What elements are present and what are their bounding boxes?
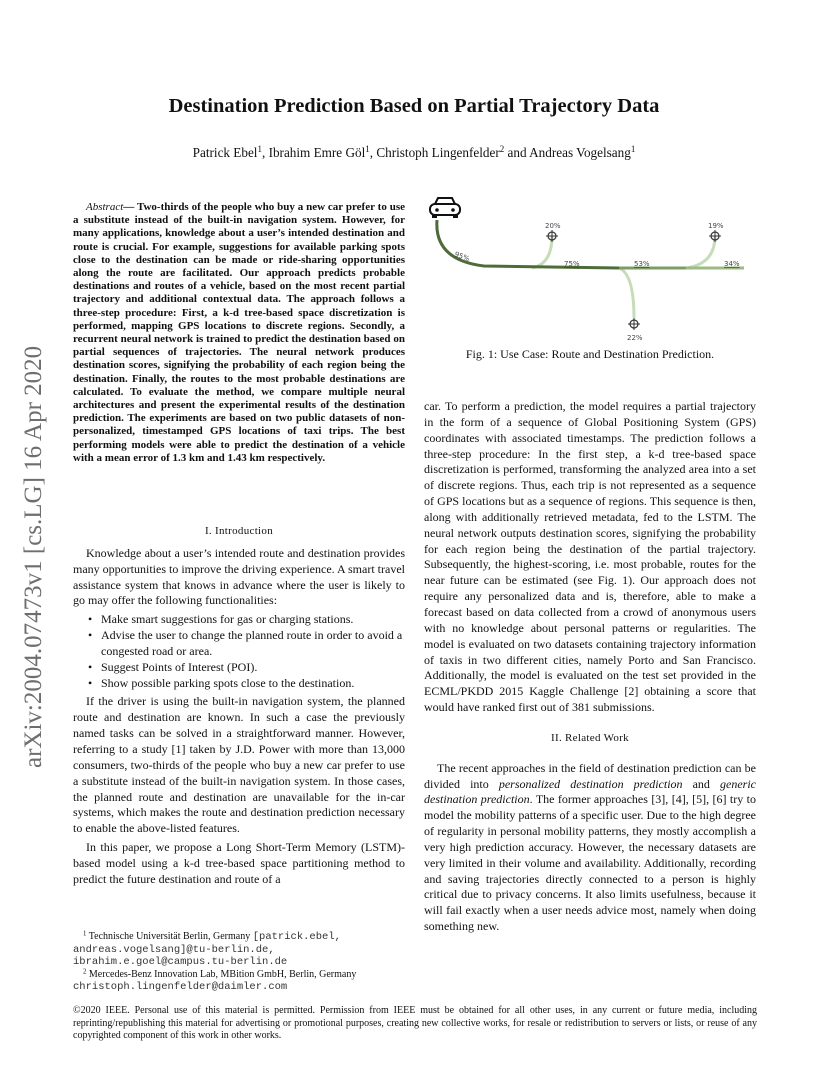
feature-list [73, 612, 405, 691]
footnote-number: 2 [83, 967, 87, 975]
author-name: Ibrahim Emre Göl [268, 145, 366, 160]
introduction-section [73, 524, 405, 888]
route-branch-northeast [686, 236, 715, 268]
probability-label: 53% [634, 260, 650, 268]
paragraph: Knowledge about a user’s intended route and destination provides many opportunities to improve the driving experience. A smart travel assistance system that knows in advance where the user is likely to go may offer the following functionalities: [73, 545, 405, 608]
list-item: • Make smart suggestions for gas or charging stations. [101, 612, 405, 628]
paragraph: car. To perform a prediction, the model requires a partial trajectory in the form of a sequence of Global Positioning System (GPS) coordinates with associated timestamps. The prediction follows a three-step procedure: In the first step, a k-d tree-based space discretization is performed, transforming the analyzed area into a set of discrete regions. Thus, each trip is not represented as a sequence of GPS locations but as a sequence of regions. This sequence is then, along with additionally retrieved metadata, fed to the LSTM. The neural network outputs destination scores, signifying the probability for each region being the destination of the partial trajectory. Subsequently, the highest-scoring, i.e. most probable, routes for the near future can be estimated (see Fig. 1). Our approach does not require any personalized data and is, therefore, able to make a forecast based on data collected from a crowd of anonymous users with no knowledge about personal patterns or regularities. The model is evaluated on two datasets containing trajectory information of taxis in two different cities, namely Porto and San Francisco. Additionally, the model is evaluated on the test set provided in the ECML/PKDD 2015 Kaggle Challenge [2] obtaining a score that would have ranked first out of 381 submissions. [424, 399, 756, 715]
author-affiliation: 2 [499, 144, 505, 155]
section-heading: I. Introduction [204, 525, 274, 537]
arxiv-stamp [8, 300, 52, 770]
car-icon [430, 198, 460, 218]
crosshair-icon [628, 318, 640, 330]
abstract-text: Two-thirds of the people who buy a new car prefer to use a substitute instead of the built-in navigation system. However, for many applications, knowledge about a user’s intended destination and route is crucial. For example, suggestions for available parking spots close to the destination can be made or ride-sharing opportunities along the route are facilitated. Our approach predicts probable destinations and routes of a vehicle, based on the most recent partial trajectory and additional contextual data. The approach follows a three-step procedure: First, a k-d tree-based space discretization is performed, mapping GPS locations to discrete regions. Secondly, a recurrent neural network is trained to predict the destination based on partial sequences of trajectories. The neural network produces destination scores, signifying the probability of each region being the destination. Finally, the routes to the most probable destinations are calculated. To evaluate the method, we compare multiple neural architectures and present the experimental results of the destination prediction. The experiments are based on two public datasets of non-personalized, timestamped GPS locations of taxi trips. The best performing models were able to predict the destination of a vehicle with a mean error of 1.3 km and 1.43 km respectively. [73, 201, 405, 464]
paragraph: If the driver is using the built-in navigation system, the planned route and destination are known. In such a case the previously named tasks can be solved in a straightforward manner. However, referring to a study [1] taken by J.D. Power with more than 13,000 consumers, two-thirds of the people who buy a new car prefer to use a substitute instead of the built-in navigation system. In those cases, the planned route and destination are unavailable for the in-car systems, which makes the route and destination prediction necessary to enable the above-listed features. [73, 694, 405, 836]
copyright-notice: ©2020 IEEE. Personal use of this material is permitted. Permission from IEEE must be obtained for all other uses, in any current or future media, including reprinting/republishing this material for advertising or promotional purposes, creating new collective works, for resale or redistribution to servers or lists, or reuse of any copyrighted component of this work in other works. [73, 1005, 757, 1042]
abstract-label: Abstract [86, 201, 124, 213]
footnote-number: 1 [83, 930, 87, 938]
author-affiliation: 1 [365, 144, 370, 155]
paper-title: Destination Prediction Based on Partial Trajectory Data [168, 95, 660, 117]
footnote-email: christoph.lingenfelder@daimler.com [73, 981, 288, 993]
footnote-email: ibrahim.e.goel@campus.tu-berlin.de [73, 956, 288, 968]
section-heading: II. Related Work [551, 731, 629, 744]
footnote-text: Mercedes-Benz Innovation Lab, MBition GmbH, Berlin, Germany [88, 968, 357, 980]
probability-label: 19% [708, 222, 724, 230]
crosshair-icon [709, 230, 721, 242]
list-item: • Suggest Points of Interest (POI). [101, 660, 405, 676]
footnotes [73, 931, 405, 994]
route-prediction-figure [424, 190, 762, 345]
arxiv-id: arXiv:2004.07473v1 [cs.LG] 16 Apr 2020 [20, 345, 47, 768]
list-item: • Advise the user to change the planned route in order to avoid a congested road or area. [101, 628, 405, 660]
author-name: Andreas Vogelsang [529, 145, 631, 160]
footnote-email: [patrick.ebel, [252, 931, 341, 943]
probability-label: 22% [627, 334, 643, 342]
figure-caption: Fig. 1: Use Case: Route and Destination Prediction. [465, 347, 715, 361]
author-list: Patrick Ebel$^1$, Ibrahim Emre Göl$^1$, Christoph Lingenfelder$^2$ and Andreas Vogelsang$^1$ [192, 144, 636, 160]
author-name: Christoph Lingenfelder [376, 145, 500, 160]
paragraph: In this paper, we propose a Long Short-Term Memory (LSTM)-based model using a k-d tree-based space partitioning method to predict the future destination and route of a [73, 840, 405, 886]
author-affiliation: 1 [257, 144, 262, 155]
probability-label: 75% [564, 260, 580, 268]
author-affiliation: 1 [630, 144, 636, 155]
author-name: Patrick Ebel [192, 145, 258, 160]
paragraph: The recent approaches in the field of destination prediction can be divided into personalized destination prediction and generic destination prediction. The former approaches [3], [4], [5], [6] try to model the mobility patterns of a specific user. Due to the high degree of regularity in personal mobility patterns, they mostly accomplish a very high prediction accuracy. However, the necessary datasets are very limited in their volume and availability. Additionally, recording and saving trajectories directly connected to a person is highly critical due to privacy concerns. It also limits usefulness, because it will fail exactly when a user needs advice most, namely when doing something new. [424, 760, 756, 934]
route-branch-north [532, 236, 552, 268]
probability-label: 95% [453, 250, 471, 264]
footnote-email: andreas.vogelsang]@tu-berlin.de, [73, 943, 275, 956]
probability-label: 20% [545, 222, 561, 230]
right-column [424, 399, 756, 935]
crosshair-icon [546, 230, 558, 242]
probability-label: 34% [724, 260, 740, 268]
abstract: Abstract— Two-thirds of the people who buy a new car prefer to use a substitute instead of the built-in navigation system. However, for many applications, knowledge about a user’s intended destination and route is crucial. For example, suggestions for available parking spots close to the destination can be made or ride-sharing opportunities along the route are facilitated. Our approach predicts probable destinations and routes of a vehicle, based on the most recent partial trajectory and additional contextual data. The approach follows a three-step procedure: First, a k-d tree-based space discretization is performed, mapping GPS locations to discrete regions. Secondly, a recurrent neural network is trained to predict the destination based on partial sequences of trajectories. The neural network produces destination scores, signifying the probability of each region being the destination. Finally, the routes to the most probable destinations are calculated. To evaluate the method, we compare multiple neural architectures and present the experimental results of the destination prediction. The experiments are based on two public datasets of non-personalized, timestamped GPS locations of taxi trips. The best performing models were able to predict the destination of a vehicle with a mean error of 1.3 km and 1.43 km respectively. [73, 201, 405, 464]
footnote-text: Technische Universität Berlin, Germany [88, 931, 253, 942]
route-branch-south [619, 268, 634, 318]
list-item: • Show possible parking spots close to the destination. [101, 676, 405, 692]
